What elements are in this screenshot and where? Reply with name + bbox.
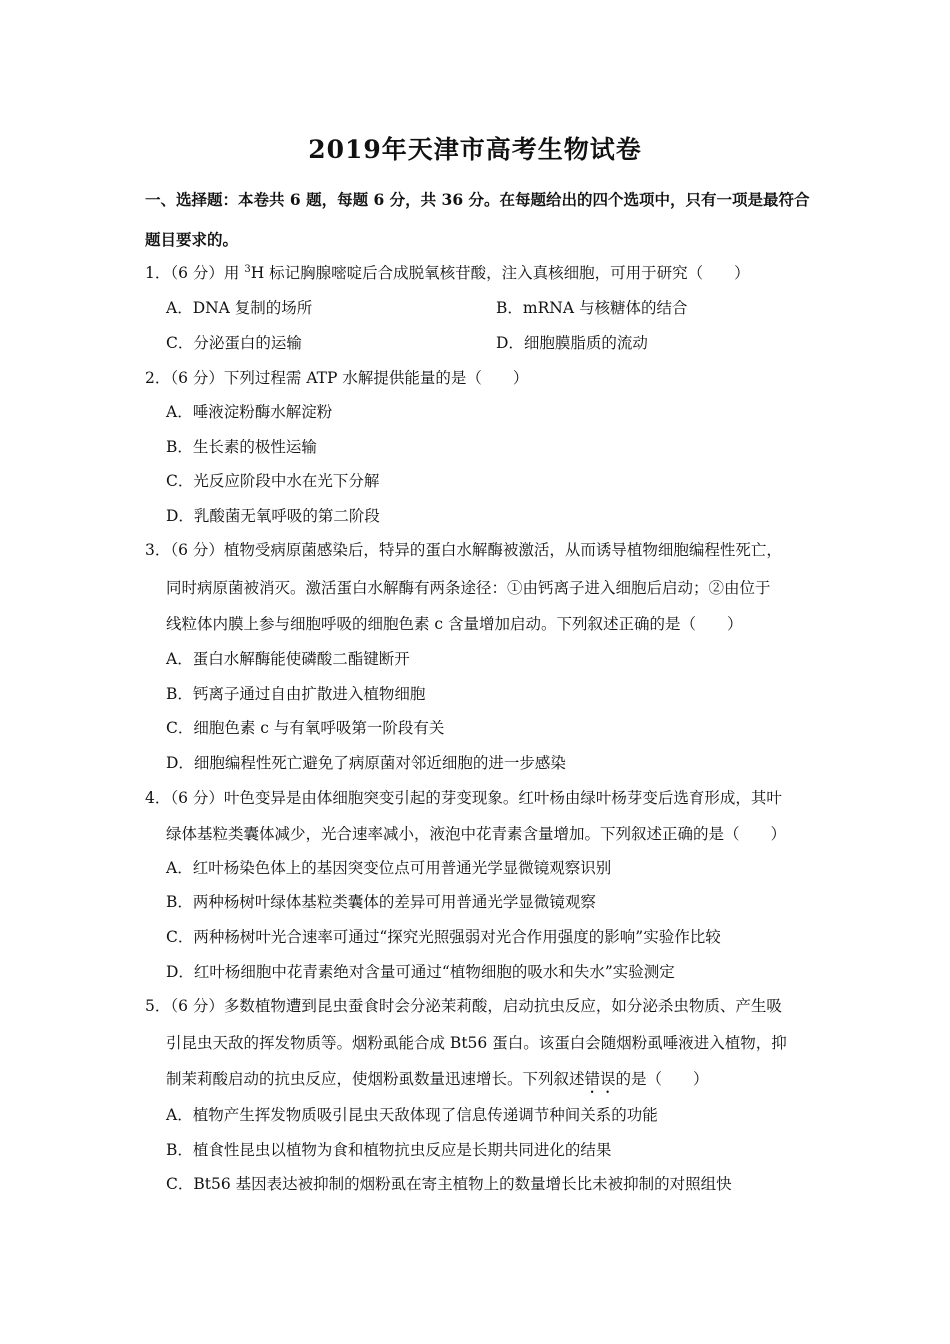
- q1-option-a: A．DNA 复制的场所: [166, 299, 313, 317]
- section-heading-line2: 题目要求的。: [145, 230, 239, 249]
- q2-option-d: D．乳酸菌无氧呼吸的第二阶段: [166, 507, 380, 525]
- q4-stem-line1: 4．（6 分）叶色变异是由体细胞突变引起的芽变现象。红叶杨由绿叶杨芽变后选育形成，其叶: [145, 789, 782, 807]
- q5-option-b: B．植食性昆虫以植物为食和植物抗虫反应是长期共同进化的结果: [166, 1141, 612, 1159]
- q5-option-c: C．Bt56 基因表达被抑制的烟粉虱在寄主植物上的数量增长比未被抑制的对照组快: [166, 1175, 732, 1193]
- q1-stem-post: H 标记胸腺嘧啶后合成脱氧核苷酸，注入真核细胞，可用于研究（ ）: [250, 264, 750, 282]
- q1-option-d: D．细胞膜脂质的流动: [496, 334, 648, 352]
- q5-stem-line2: 引昆虫天敌的挥发物质等。烟粉虱能合成 Bt56 蛋白。该蛋白会随烟粉虱唾液进入植物，抑: [166, 1034, 787, 1052]
- q2-stem: 2．（6 分）下列过程需 ATP 水解提供能量的是（ ）: [145, 369, 529, 387]
- q3-option-b: B．钙离子通过自由扩散进入植物细胞: [166, 685, 426, 703]
- q1-stem-pre: 1．（6 分）用: [145, 264, 245, 282]
- q3-option-a: A．蛋白水解酶能使磷酸二酯键断开: [166, 650, 410, 668]
- q1-stem: [145, 261, 750, 283]
- q1-option-c: C．分泌蛋白的运输: [166, 334, 302, 352]
- q3-option-d: D．细胞编程性死亡避免了病原菌对邻近细胞的进一步感染: [166, 754, 566, 772]
- q2-option-a: A．唾液淀粉酶水解淀粉: [166, 403, 333, 421]
- q4-option-a: A．红叶杨染色体上的基因突变位点可用普通光学显微镜观察识别: [166, 859, 612, 877]
- q5-stem-line1: 5．（6 分）多数植物遭到昆虫蚕食时会分泌茉莉酸，启动抗虫反应，如分泌杀虫物质、产生吸: [145, 997, 782, 1015]
- q4-option-b: B．两种杨树叶绿体基粒类囊体的差异可用普通光学显微镜观察: [166, 893, 596, 911]
- section-heading-line1: 一、选择题：本卷共 6 题，每题 6 分，共 36 分。在每题给出的四个选项中，只有一项是最符合: [145, 190, 810, 209]
- q5-option-a: A．植物产生挥发物质吸引昆虫天敌体现了信息传递调节种间关系的功能: [166, 1106, 658, 1124]
- q3-stem-line2: 同时病原菌被消灭。激活蛋白水解酶有两条途径：①由钙离子进入细胞后启动；②由位于: [166, 579, 771, 597]
- q2-option-b: B．生长素的极性运输: [166, 438, 317, 456]
- q2-option-c: C．光反应阶段中水在光下分解: [166, 472, 380, 490]
- q1-option-b: B．mRNA 与核糖体的结合: [496, 299, 688, 317]
- q4-option-d: D．红叶杨细胞中花青素绝对含量可通过“植物细胞的吸水和失水”实验测定: [166, 963, 675, 981]
- q5-stem3-pre: 制茉莉酸启动的抗虫反应，使烟粉虱数量迅速增长。下列叙述: [166, 1070, 585, 1088]
- q3-option-c: C．细胞色素 c 与有氧呼吸第一阶段有关: [166, 719, 445, 737]
- q1-superscript: 3: [244, 263, 251, 275]
- q4-stem-line2: 绿体基粒类囊体减少，光合速率减小，液泡中花青素含量增加。下列叙述正确的是（ ）: [166, 825, 787, 843]
- q5-stem-line3: [166, 1067, 709, 1097]
- page-title: 2019年天津市高考生物试卷: [308, 135, 642, 164]
- q5-stem3-post: 的是（ ）: [615, 1070, 709, 1088]
- q3-stem-line1: 3．（6 分）植物受病原菌感染后，特异的蛋白水解酶被激活，从而诱导植物细胞编程性死亡，: [145, 541, 782, 559]
- q4-option-c: C．两种杨树叶光合速率可通过“探究光照强弱对光合作用强度的影响”实验作比较: [166, 928, 721, 946]
- q3-stem-line3: 线粒体内膜上参与细胞呼吸的细胞色素 c 含量增加启动。下列叙述正确的是（ ）: [166, 615, 743, 633]
- q5-emphasized-word: 错误: [584, 1070, 616, 1088]
